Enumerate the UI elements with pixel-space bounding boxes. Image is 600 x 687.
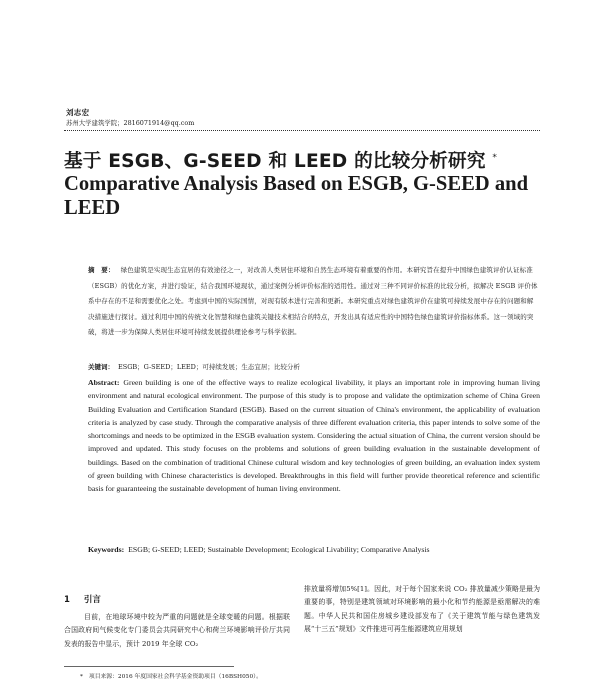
title-english: Comparative Analysis Based on ESGB, G-SEED and LEED xyxy=(64,173,529,219)
author-affiliation: 苏州大学建筑学院；2816071914@qq.com xyxy=(66,119,195,127)
keywords-chinese-label: 关键词： xyxy=(88,363,114,371)
section-number: 1 xyxy=(64,595,70,605)
keywords-chinese-text: ESGB；G-SEED；LEED；可持续发展；生态宜居；比较分析 xyxy=(118,363,300,371)
body-column-right: 排放量将增加5%[1]。因此，对于每个国家来说 CO₂ 排放量减少策略是最为重要的事，特别是建筑领域对环境影响的最小化和节约能源是亟需解决的难题。中华人民共和国住房城乡建设部发布了《关于建筑节能与绿色建筑发展“十三五”规划》文件推进可再生能源建筑应用规划 xyxy=(304,585,540,634)
footnote xyxy=(80,671,262,680)
title-chinese-text: 基于 ESGB、G-SEED 和 LEED 的比较分析研究 xyxy=(64,151,486,172)
body-column-left: 目前，在地球环境中较为严重的问题就是全球变暖的问题。根据联合国政府间气候变化专门委员会共同研究中心和荷兰环境影响评价厅共同发表的报告中显示，预计 2019 年全球 CO₂ xyxy=(64,613,290,648)
abstract-english-text: Green building is one of the effective ways to realize ecological livability, it plays an important role in improving human living environment and natural ecological environment. The purpose of this study is to propose and validate the optimization scheme of China Green Building Evaluation and Certification Standard (ESGB). Based on the current situation of China's environment, the applicability of evaluation criteria is analyzed by case study. Through the comparative analysis of three different evaluation criteria, this paper intends to solve some of the shortcomings and needs to be optimized in the ESGB evaluation system. Considering the actual situation of China, the current version should be improved and updated. This study focuses on the problems and solutions of green building evaluation in the sustainable development of buildings. Based on the combination of traditional Chinese cultural wisdom and key technologies of green building, an evaluation index system of green building with Chinese characteristics is developed. Breakthroughs in this field will further provide theoretical reference and scientific basis for guaranteeing the sustainable development of human living environment. xyxy=(88,378,540,494)
footnote-mark: * xyxy=(80,674,83,680)
section-title: 引言 xyxy=(83,595,101,605)
abstract-english-label: Abstract: xyxy=(88,378,120,387)
keywords-chinese xyxy=(88,362,540,371)
abstract-chinese-label: 摘 要： xyxy=(88,266,115,274)
abstract-chinese-text: 绿色建筑是实现生态宜居的有效途径之一，对改善人类居住环境和自然生态环境有着重要的作用。本研究旨在提升中国绿色建筑评价认证标准（ESGB）的优化方案，并进行验证，结合我国环境现状，通过案例分析评价标准的适用性。通过对三种不同评价标准的比较分析，拟解决 ESGB 评价体系中存在的不足和需要优化之处。考虑到中国的实际国情，对现有版本进行完善和更新。本研究重点对绿色建筑评价在建筑可持续发展中存在的问题和解决措施进行探讨。通过利用中国的传统文化智慧和绿色建筑关键技术相结合的特点，开发出具有适应性的中国特色绿色建筑评价指标体系。这一领域的突破，将进一步为保障人类居住环境可持续发展提供理论参考与科学依据。 xyxy=(88,266,538,337)
title-chinese xyxy=(64,147,497,173)
author-name: 刘志宏 xyxy=(66,108,90,117)
keywords-english-label: Keywords: xyxy=(88,545,125,554)
section-heading xyxy=(64,593,101,605)
title-note-mark: * xyxy=(492,152,498,163)
abstract-chinese xyxy=(88,263,540,341)
footnote-divider xyxy=(64,666,234,667)
header-divider xyxy=(64,130,540,131)
footnote-text: 项目来源：2016 年度国家社会科学基金资助项目（16BSH050）。 xyxy=(88,674,262,680)
keywords-english xyxy=(88,545,540,554)
keywords-english-text: ESGB; G-SEED; LEED; Sustainable Development; Ecological Livability; Comparative Analysis xyxy=(128,545,430,554)
abstract-english xyxy=(88,376,540,496)
